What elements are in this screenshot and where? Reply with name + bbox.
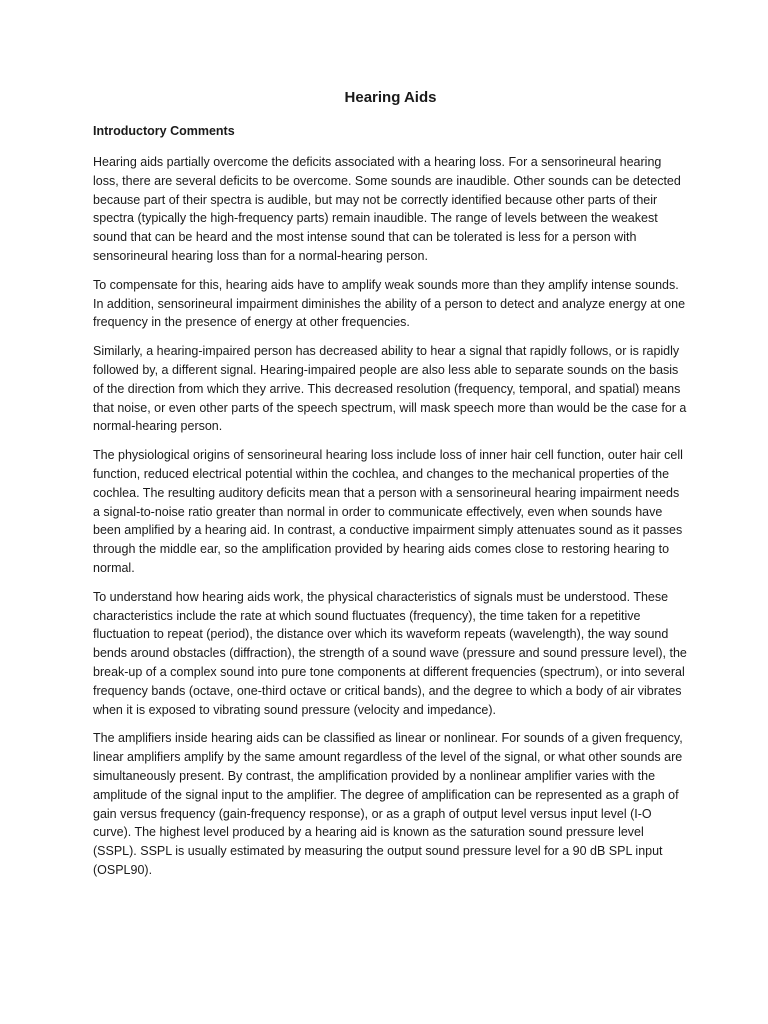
paragraph-3: Similarly, a hearing-impaired person has decreased ability to hear a signal that rapidly follows, or is rapidly followed by, a different signal. Hearing-impaired people are also less able to separate sounds on the basis of the direction from which they arrive. This decreased resolution (frequency, temporal, and spatial) means that noise, or even other parts of the speech spectrum, will mask speech more than would be the case for a normal-hearing person.	[93, 344, 687, 434]
paragraph-6: The amplifiers inside hearing aids can be classified as linear or nonlinear. For sounds of a given frequency, linear amplifiers amplify by the same amount regardless of the level of the signal, or what other sounds are simultaneously present. By contrast, the amplification provided by a nonlinear amplifier varies with the amplitude of the signal input to the amplifier. The degree of amplification can be represented as a graph of gain versus frequency (gain-frequency response), or as a graph of output level versus input level (I-O curve). The highest level produced by a hearing aid is known as the saturation sound pressure level (SSPL). SSPL is usually estimated by measuring the output sound pressure level for a 90 dB SPL input (OSPL90).	[93, 731, 683, 877]
paragraph-1: Hearing aids partially overcome the deficits associated with a hearing loss. For a sensorineural hearing loss, there are several deficits to be overcome. Some sounds are inaudible. Other sounds can be detected because part of their spectra is audible, but may not be correctly identified because other parts of their spectra (typically the high-frequency parts) remain inaudible. The range of levels between the weakest sound that can be heard and the most intense sound that can be tolerated is less for a person with sensorineural hearing loss than for a normal-hearing person.	[93, 155, 681, 263]
paragraph-4: The physiological origins of sensorineural hearing loss include loss of inner hair cell function, outer hair cell function, reduced electrical potential within the cochlea, and changes to the mechanical properties of the cochlea. The resulting auditory deficits mean that a person with a sensorineural hearing impairment needs a signal-to-noise ratio greater than normal in order to communicate effectively, even when sounds have been amplified by a hearing aid. In contrast, a conductive impairment simply attenuates sound as it passes through the middle ear, so the amplification provided by hearing aids comes close to restoring hearing to normal.	[93, 448, 683, 575]
paragraph-2: To compensate for this, hearing aids have to amplify weak sounds more than they amplify intense sounds. In addition, sensorineural impairment diminishes the ability of a person to detect and analyze energy at one frequency in the presence of energy at other frequencies.	[93, 277, 686, 330]
paragraph-5: To understand how hearing aids work, the physical characteristics of signals must be understood. These characteristics include the rate at which sound fluctuates (frequency), the time taken for a repetitive fluctuation to repeat (period), the distance over which its waveform repeats (wavelength), the way sound bends around obstacles (diffraction), the strength of a sound wave (pressure and sound pressure level), the break-up of a complex sound into pure tone components at different frequencies (spectrum), or into several frequency bands (octave, one-third octave or critical bands), and the degree to which a body of air vibrates when it is exposed to vibrating sound pressure (velocity and impedance).	[93, 589, 687, 717]
section-heading: Introductory Comments	[93, 124, 235, 138]
document-title: Hearing Aids	[344, 89, 437, 106]
